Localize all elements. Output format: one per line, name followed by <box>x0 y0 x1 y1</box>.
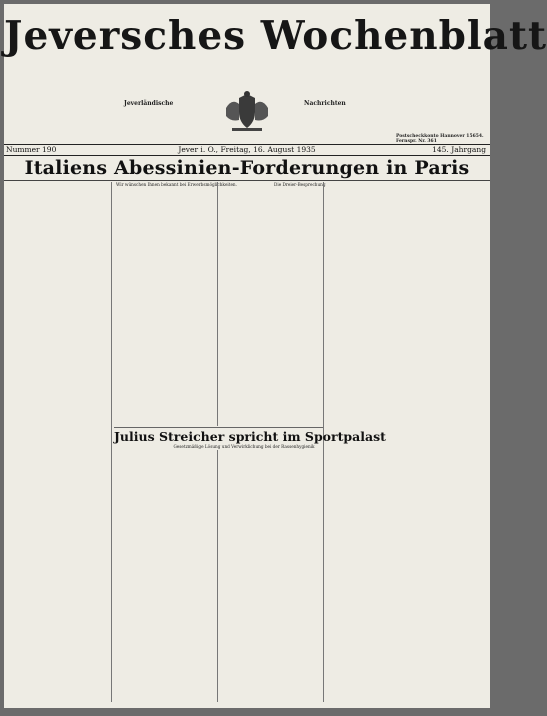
coat-of-arms-icon <box>218 90 276 134</box>
column-rule-1 <box>111 182 112 702</box>
left-ear-notice <box>10 88 112 134</box>
subtitle-left: Jeverländische <box>124 100 174 107</box>
masthead <box>4 13 547 59</box>
newspaper-page <box>4 4 547 708</box>
column-rule-4 <box>217 450 218 702</box>
article-column-6 <box>220 452 320 702</box>
article-column-3 <box>220 190 320 426</box>
right-ear-notice <box>396 88 498 134</box>
headline-subline-left: Wir wünschen Ihnen bekannt bei Erwerbsmöglichkeiten. <box>116 182 237 187</box>
dateline-bar <box>4 144 490 156</box>
article-column-5 <box>114 452 214 702</box>
headline-rule <box>4 180 490 181</box>
section-rule <box>114 427 323 428</box>
second-headline-sub: Gesetzmäßige Lösung und Verwirklichung bei der Rassenhygienik <box>173 444 315 449</box>
article-column-2 <box>114 190 214 426</box>
column-rule-2 <box>217 182 218 426</box>
volume-year: 145. Jahrgang <box>432 145 486 154</box>
main-headline: Italiens Abessinien-Forderungen in Paris <box>24 157 470 179</box>
issue-date: Jever i. O., Freitag, 16. August 1935 <box>178 145 316 154</box>
headline-subline-right: Die Dreier-Besprechung <box>274 182 326 187</box>
masthead-title: Jeversches Wochenblatt <box>4 13 547 59</box>
issue-number: Nummer 190 <box>6 145 57 154</box>
article-column-1 <box>6 190 108 702</box>
right-ear-footer: Postscheckkonto Hannover 15654. Fernspr. Nr. 361 <box>396 134 484 144</box>
second-headline: Julius Streicher spricht im Sportpalast <box>114 429 386 444</box>
subtitle-right: Nachrichten <box>304 100 346 107</box>
